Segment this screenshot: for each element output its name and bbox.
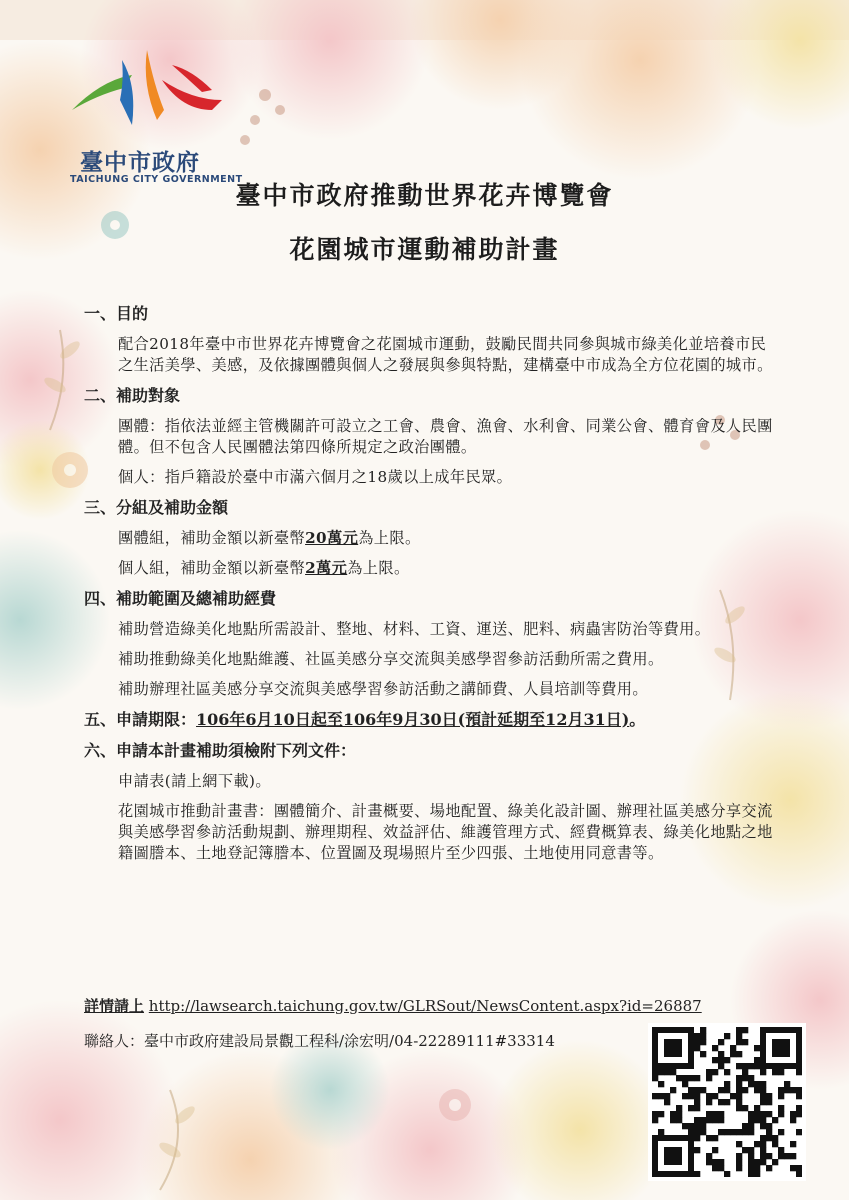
qr-module: [652, 1111, 658, 1117]
qr-module: [760, 1159, 766, 1165]
qr-module: [766, 1165, 772, 1171]
logo-name-zh: 臺中市政府: [80, 150, 200, 176]
qr-module: [796, 1069, 802, 1075]
qr-module: [658, 1069, 664, 1075]
main-content: [84, 303, 774, 873]
qr-module: [682, 1123, 688, 1129]
qr-module: [736, 1075, 742, 1081]
qr-module: [724, 1033, 730, 1039]
more-info-link[interactable]: http://lawsearch.taichung.gov.tw/GLRSout/NewsContent.aspx?id=26887: [148, 997, 702, 1015]
qr-module: [742, 1129, 748, 1135]
qr-module: [742, 1069, 748, 1075]
qr-module: [664, 1069, 670, 1075]
qr-module: [718, 1159, 724, 1165]
qr-module: [664, 1093, 670, 1099]
qr-module: [760, 1111, 766, 1117]
qr-module: [790, 1117, 796, 1123]
qr-module: [742, 1063, 748, 1069]
section-docs-heading: 六、申請本計畫補助須檢附下列文件：: [84, 741, 357, 760]
qr-module: [700, 1117, 706, 1123]
qr-module: [736, 1087, 742, 1093]
qr-module: [700, 1033, 706, 1039]
qr-module: [736, 1039, 742, 1045]
qr-module: [718, 1165, 724, 1171]
qr-module: [712, 1117, 718, 1123]
qr-module: [754, 1171, 760, 1177]
qr-module: [688, 1105, 694, 1111]
amount-individual-text: 個人組，補助金額以新臺幣2萬元為上限。: [118, 559, 410, 577]
qr-module: [724, 1057, 730, 1063]
qr-module: [754, 1045, 760, 1051]
qr-module: [796, 1093, 802, 1099]
section-scope-heading: 四、補助範圍及總補助經費: [84, 589, 277, 608]
qr-module: [700, 1087, 706, 1093]
qr-module: [652, 1069, 658, 1075]
qr-finder: [664, 1147, 682, 1165]
qr-module: [790, 1141, 796, 1147]
qr-module: [736, 1105, 742, 1111]
qr-module: [694, 1099, 700, 1105]
qr-module: [772, 1159, 778, 1165]
qr-module: [706, 1099, 712, 1105]
qr-module: [718, 1039, 724, 1045]
taichung-logo-icon: [62, 40, 232, 140]
qr-module: [742, 1075, 748, 1081]
qr-module: [736, 1033, 742, 1039]
qr-module: [694, 1171, 700, 1177]
qr-module: [700, 1039, 706, 1045]
amount-group-text: 團體組，補助金額以新臺幣20萬元為上限。: [118, 529, 421, 547]
qr-module: [766, 1099, 772, 1105]
qr-module: [670, 1069, 676, 1075]
qr-module: [688, 1075, 694, 1081]
qr-module: [796, 1165, 802, 1171]
qr-module: [706, 1153, 712, 1159]
qr-module: [736, 1051, 742, 1057]
qr-module: [694, 1135, 700, 1141]
qr-module: [712, 1147, 718, 1153]
qr-module: [694, 1087, 700, 1093]
qr-module: [736, 1027, 742, 1033]
qr-module: [694, 1147, 700, 1153]
qr-module: [688, 1123, 694, 1129]
qr-module: [706, 1117, 712, 1123]
qr-module: [658, 1129, 664, 1135]
qr-module: [658, 1111, 664, 1117]
qr-module: [760, 1123, 766, 1129]
taichung-government-logo: [52, 40, 243, 185]
period-dates: 106年6月10日起至106年9月30日(預計延期至12月31日): [196, 710, 630, 729]
scope-item-2: 補助推動綠美化地點維護、社區美感分享交流與美感學習參訪活動所需之費用。: [118, 650, 664, 668]
qr-module: [736, 1153, 742, 1159]
qr-module: [742, 1039, 748, 1045]
qr-module: [748, 1081, 754, 1087]
qr-module: [736, 1129, 742, 1135]
section-amount-heading: 三、分組及補助金額: [84, 498, 229, 517]
qr-module: [772, 1069, 778, 1075]
target-individual-text: 個人：指戶籍設於臺中市滿六個月之18歲以上成年民眾。: [118, 468, 513, 486]
qr-module: [670, 1087, 676, 1093]
qr-module: [652, 1075, 658, 1081]
qr-module: [712, 1165, 718, 1171]
contact-info: 聯絡人：臺中市政府建設局景觀工程科/涂宏明/04-22289111#33314: [84, 1032, 555, 1050]
qr-module: [724, 1129, 730, 1135]
qr-module: [754, 1081, 760, 1087]
qr-module: [706, 1093, 712, 1099]
section-purpose-text: 配合2018年臺中市世界花卉博覽會之花園城市運動，鼓勵民間共同參與城市綠美化並培養市民之生活美學、美感，及依據團體與個人之發展與參與特點，建構臺中市成為全方位花園的城市。: [118, 335, 773, 374]
qr-module: [682, 1075, 688, 1081]
qr-module: [784, 1081, 790, 1087]
qr-module: [778, 1069, 784, 1075]
qr-module: [748, 1123, 754, 1129]
qr-module: [742, 1027, 748, 1033]
qr-module: [754, 1159, 760, 1165]
qr-module: [688, 1129, 694, 1135]
qr-module: [778, 1105, 784, 1111]
qr-module: [676, 1117, 682, 1123]
qr-module: [718, 1117, 724, 1123]
qr-module: [760, 1135, 766, 1141]
qr-module: [772, 1135, 778, 1141]
qr-module: [730, 1045, 736, 1051]
qr-module: [766, 1093, 772, 1099]
qr-module: [760, 1099, 766, 1105]
qr-module: [760, 1069, 766, 1075]
qr-module: [790, 1111, 796, 1117]
qr-module: [694, 1129, 700, 1135]
qr-module: [748, 1159, 754, 1165]
qr-module: [694, 1093, 700, 1099]
qr-module: [736, 1165, 742, 1171]
qr-module: [748, 1129, 754, 1135]
qr-module: [754, 1141, 760, 1147]
qr-module: [796, 1171, 802, 1177]
qr-module: [706, 1075, 712, 1081]
docs-form-text: 申請表(請上網下載)。: [118, 772, 271, 790]
qr-module: [694, 1033, 700, 1039]
qr-module: [718, 1063, 724, 1069]
qr-module: [778, 1087, 784, 1093]
qr-module: [778, 1093, 784, 1099]
section-purpose-heading: 一、目的: [84, 304, 149, 323]
qr-module: [736, 1063, 742, 1069]
qr-module: [724, 1171, 730, 1177]
qr-module: [754, 1165, 760, 1171]
qr-module: [718, 1087, 724, 1093]
qr-module: [736, 1081, 742, 1087]
qr-module: [736, 1093, 742, 1099]
qr-module: [700, 1051, 706, 1057]
qr-module: [712, 1045, 718, 1051]
qr-module: [766, 1111, 772, 1117]
qr-module: [790, 1087, 796, 1093]
qr-module: [700, 1123, 706, 1129]
qr-module: [748, 1147, 754, 1153]
qr-module: [760, 1087, 766, 1093]
qr-module: [724, 1069, 730, 1075]
qr-module: [748, 1153, 754, 1159]
qr-module: [694, 1039, 700, 1045]
qr-module: [694, 1075, 700, 1081]
qr-module: [694, 1045, 700, 1051]
docs-plan-text: 花園城市推動計畫書：團體簡介、計畫概要、場地配置、綠美化設計圖、辦理社區美感分享交流與美感學習參訪活動規劃、辦理期程、效益評估、維護管理方式、經費概算表、綠美化地點之地籍圖謄本、土地登記簿謄本、位置圖及現場照片至少四張、土地使用同意書等。: [118, 802, 773, 862]
qr-module: [700, 1129, 706, 1135]
qr-module: [766, 1135, 772, 1141]
qr-module: [766, 1129, 772, 1135]
scope-item-3: 補助辦理社區美感分享交流與美感學習參訪活動之講師費、人員培訓等費用。: [118, 680, 648, 698]
qr-module: [742, 1087, 748, 1093]
amount-group-value: 20萬元: [305, 529, 359, 547]
qr-module: [748, 1117, 754, 1123]
qr-module: [712, 1093, 718, 1099]
qr-module: [736, 1159, 742, 1165]
qr-module: [760, 1093, 766, 1099]
qr-module: [754, 1117, 760, 1123]
page-title-line1: 臺中市政府推動世界花卉博覽會: [235, 181, 614, 210]
period-label: 五、申請期限：: [84, 710, 197, 729]
qr-module: [760, 1117, 766, 1123]
qr-finder: [772, 1039, 790, 1057]
qr-module: [670, 1111, 676, 1117]
qr-module: [748, 1075, 754, 1081]
qr-module: [778, 1147, 784, 1153]
more-info-label: 詳情請上: [84, 997, 145, 1015]
section-period: 五、申請期限：106年6月10日起至106年9月30日(預計延期至12月31日)。: [84, 710, 646, 729]
qr-module: [730, 1051, 736, 1057]
qr-module: [724, 1081, 730, 1087]
qr-module: [742, 1123, 748, 1129]
qr-module: [664, 1099, 670, 1105]
qr-module: [736, 1099, 742, 1105]
qr-module: [754, 1111, 760, 1117]
qr-module: [766, 1153, 772, 1159]
qr-module: [658, 1093, 664, 1099]
qr-module: [736, 1141, 742, 1147]
page-title-line2: 花園城市運動補助計畫: [289, 235, 560, 264]
qr-module: [706, 1159, 712, 1165]
qr-module: [652, 1117, 658, 1123]
logo-name-en: TAICHUNG CITY GOVERNMENT: [70, 174, 243, 185]
qr-module: [724, 1099, 730, 1105]
qr-module: [682, 1081, 688, 1087]
qr-module: [796, 1111, 802, 1117]
qr-module: [760, 1153, 766, 1159]
qr-module: [730, 1129, 736, 1135]
more-info: [84, 995, 702, 1016]
qr-module: [796, 1129, 802, 1135]
qr-module: [676, 1105, 682, 1111]
qr-module: [796, 1105, 802, 1111]
qr-module: [790, 1153, 796, 1159]
qr-module: [778, 1129, 784, 1135]
qr-module: [694, 1105, 700, 1111]
qr-module: [748, 1165, 754, 1171]
qr-module: [718, 1099, 724, 1105]
qr-module: [670, 1117, 676, 1123]
qr-module: [730, 1093, 736, 1099]
qr-module: [712, 1135, 718, 1141]
qr-module: [772, 1117, 778, 1123]
qr-module: [790, 1165, 796, 1171]
qr-module: [784, 1087, 790, 1093]
qr-module: [688, 1093, 694, 1099]
qr-module: [706, 1069, 712, 1075]
qr-module: [760, 1141, 766, 1147]
target-group-text: 團體：指依法並經主管機關許可設立之工會、農會、漁會、水利會、同業公會、體育會及人民團體。但不包含人民團體法第四條所規定之政治團體。: [118, 417, 773, 456]
qr-module: [778, 1111, 784, 1117]
qr-module: [778, 1153, 784, 1159]
qr-module: [688, 1087, 694, 1093]
section-target-heading: 二、補助對象: [84, 386, 181, 405]
qr-module: [772, 1141, 778, 1147]
qr-module: [682, 1093, 688, 1099]
qr-code[interactable]: [652, 1027, 802, 1177]
qr-module: [748, 1111, 754, 1117]
qr-module: [724, 1087, 730, 1093]
scope-item-1: 補助營造綠美化地點所需設計、整地、材料、工資、運送、肥料、病蟲害防治等費用。: [118, 620, 711, 638]
qr-module: [742, 1147, 748, 1153]
qr-module: [694, 1117, 700, 1123]
qr-module: [718, 1129, 724, 1135]
qr-module: [796, 1087, 802, 1093]
qr-module: [718, 1051, 724, 1057]
qr-module: [652, 1093, 658, 1099]
qr-module: [712, 1159, 718, 1165]
qr-module: [748, 1171, 754, 1177]
qr-module: [712, 1057, 718, 1063]
qr-module: [676, 1075, 682, 1081]
qr-module: [718, 1057, 724, 1063]
qr-module: [760, 1147, 766, 1153]
qr-module: [706, 1111, 712, 1117]
amount-individual-value: 2萬元: [305, 559, 348, 577]
qr-module: [748, 1063, 754, 1069]
qr-module: [766, 1123, 772, 1129]
qr-module: [754, 1087, 760, 1093]
qr-module: [742, 1105, 748, 1111]
qr-module: [754, 1105, 760, 1111]
qr-module: [760, 1081, 766, 1087]
qr-module: [712, 1111, 718, 1117]
qr-module: [658, 1081, 664, 1087]
qr-module: [694, 1123, 700, 1129]
qr-module: [712, 1069, 718, 1075]
qr-module: [700, 1027, 706, 1033]
qr-module: [718, 1111, 724, 1117]
qr-module: [754, 1057, 760, 1063]
qr-finder: [664, 1039, 682, 1057]
qr-module: [706, 1135, 712, 1141]
qr-module: [784, 1153, 790, 1159]
qr-module: [676, 1111, 682, 1117]
qr-module: [754, 1063, 760, 1069]
